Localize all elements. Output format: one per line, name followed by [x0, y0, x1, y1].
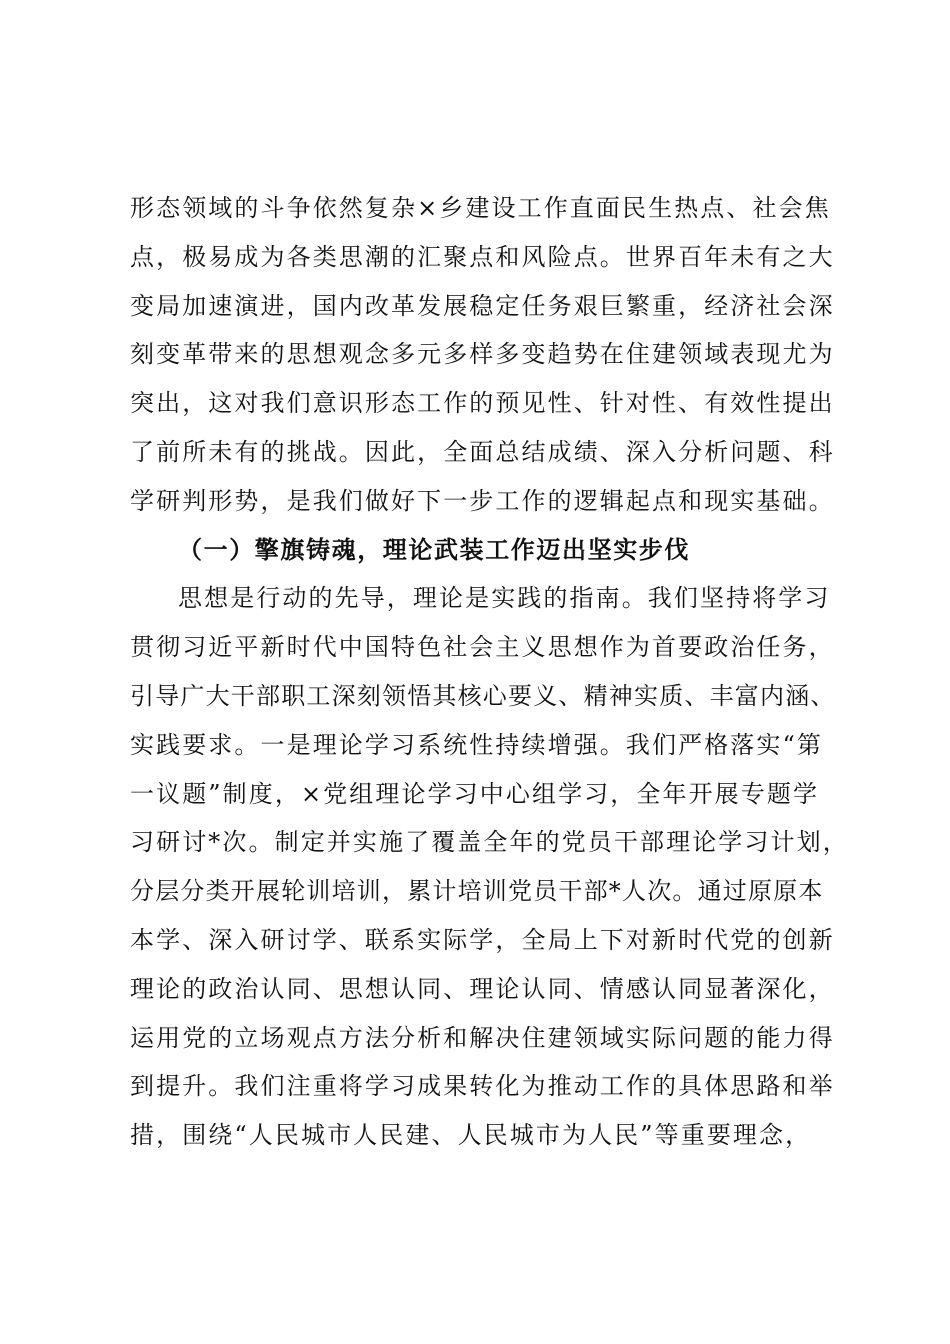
body-line: 思想是行动的先导，理论是实践的指南。我们坚持将学习 — [178, 584, 831, 613]
intro-line: 了前所未有的挑战。因此，全面总结成绩、深入分析问题、科 — [130, 437, 835, 466]
section-heading: （一）擎旗铸魂，理论武装工作迈出坚实步伐 — [178, 534, 690, 564]
body-line: 习研讨*次。制定并实施了覆盖全年的党员干部理论学习计划， — [130, 828, 849, 857]
body-line: 一议题”制度，×党组理论学习中心组学习，全年开展专题学 — [130, 779, 820, 808]
body-line: 本学、深入研讨学、联系实际学，全局上下对新时代党的创新 — [130, 925, 835, 954]
body-line: 引导广大干部职工深刻领悟其核心要义、精神实质、丰富内涵、 — [130, 681, 836, 710]
intro-line: 刻变革带来的思想观念多元多样多变趋势在住建领域表现尤为 — [130, 340, 835, 369]
intro-line: 点，极易成为各类思潮的汇聚点和风险点。世界百年未有之大 — [130, 242, 835, 271]
body-line: 运用党的立场观点方法分析和解决住建领域实际问题的能力得 — [130, 1023, 835, 1052]
intro-line: 变局加速演进，国内改革发展稳定任务艰巨繁重，经济社会深 — [130, 291, 835, 320]
body-line: 分层分类开展轮训培训，累计培训党员干部*人次。通过原原本 — [130, 877, 824, 906]
body-line: 到提升。我们注重将学习成果转化为推动工作的具体思路和举 — [130, 1072, 835, 1101]
intro-line: 学研判形势，是我们做好下一步工作的逻辑起点和现实基础。 — [130, 486, 835, 515]
body-line: 措，围绕“人民城市人民建、人民城市为人民”等重要理念， — [130, 1121, 812, 1150]
body-line: 实践要求。一是理论学习系统性持续增强。我们严格落实“第 — [130, 730, 823, 759]
intro-line: 形态领域的斗争依然复杂×乡建设工作直面民生热点、社会焦 — [130, 194, 831, 222]
intro-line: 突出，这对我们意识形态工作的预见性、针对性、有效性提出 — [130, 389, 835, 418]
body-line: 理论的政治认同、思想认同、理论认同、情感认同显著深化， — [130, 974, 835, 1003]
body-line: 贯彻习近平新时代中国特色社会主义思想作为首要政治任务， — [130, 633, 835, 662]
document-text — [130, 184, 849, 1160]
